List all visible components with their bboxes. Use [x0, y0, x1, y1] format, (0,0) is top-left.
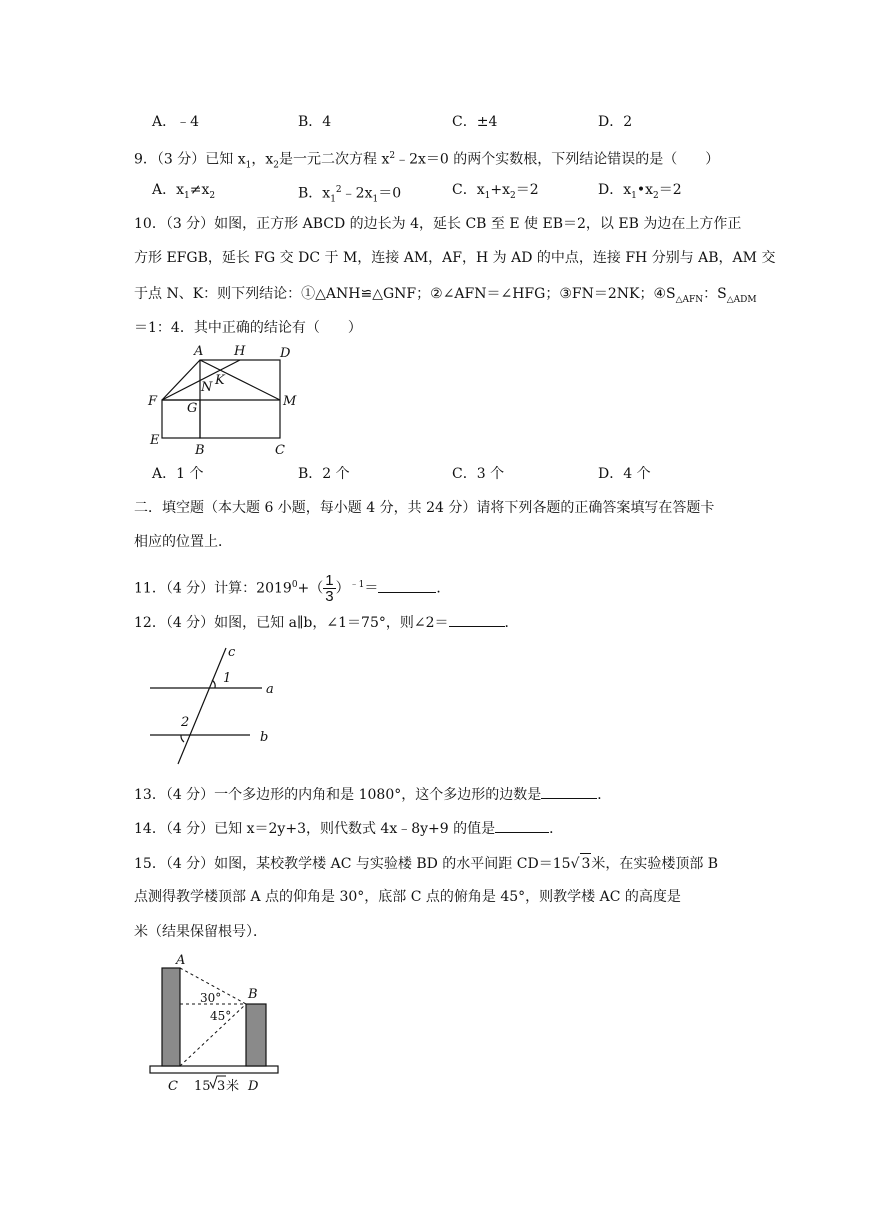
q15-label-a: A	[176, 953, 186, 968]
q10-label-f: F	[148, 394, 158, 409]
q14-stem: 14．（4 分）已知 x＝2y+3，则代数式 4x﹣8y+9 的值是 ．	[134, 818, 563, 839]
q10-label-k: K	[215, 373, 225, 388]
q10-option-a: A．1 个	[152, 466, 204, 482]
q15-buildings-figure	[146, 952, 286, 1094]
q12-parallel-lines-figure	[140, 640, 280, 772]
q9-stem: 9．（3 分）已知 $x_1$，$x_2$是一元二次方程 $x^2﹣2x=0$ 的两个实数根，下列结论错误的是（ ）	[134, 151, 720, 171]
q12-answer-blank[interactable]	[449, 612, 505, 627]
q15-distance-unit: 米	[226, 1079, 240, 1094]
q10-stem-line-4: ＝1：4．其中正确的结论有（ ）	[134, 320, 362, 336]
q12-label-2: 2	[181, 715, 190, 730]
q15-ground	[150, 1066, 278, 1073]
q15-angle-30: 30°	[200, 991, 222, 1005]
q15-distance-15: 15	[194, 1079, 211, 1094]
q15-label-b: B	[248, 987, 258, 1002]
q15-stem-line-2: 点测得教学楼顶部 A 点的仰角是 30°，底部 C 点的俯角是 45°，则教学楼 AC 的高度是	[134, 889, 681, 905]
q15-stem-line-1: 15．（4 分）如图，某校教学楼 AC 与实验楼 BD 的水平间距 CD＝15√ 3米，在实验楼顶部 B	[134, 853, 718, 874]
q15-stem-line-3: 米（结果保留根号）．	[134, 924, 267, 940]
q8-option-d: D．2	[598, 114, 633, 130]
q12-label-b: b	[260, 730, 269, 745]
q10-stem-line-2: 方形 EFGB，延长 FG 交 DC 于 M，连接 AM，AF，H 为 AD 的中点，连接 FH 分别与 AB，AM 交	[134, 250, 776, 266]
q12-label-c: c	[228, 645, 236, 660]
section2-heading-line-2: 相应的位置上．	[134, 534, 232, 550]
q10-option-d: D．4 个	[598, 466, 651, 482]
q10-option-c: C．3 个	[452, 466, 505, 482]
q10-label-d: D	[280, 346, 291, 361]
q10-square-figure	[140, 340, 320, 460]
q13-stem: 13．（4 分）一个多边形的内角和是 1080°，这个多边形的边数是 ．	[134, 784, 611, 805]
q10-option-b: B．2 个	[298, 466, 350, 482]
q10-stem-line-3: 于点 N、K：则下列结论：①△ANH≌△GNF；②∠AFN＝∠HFG；③FN＝2NK；$④S_{\triangle AFN}$：$S_{\triangle ADM}$	[134, 286, 757, 305]
q15-building-ac	[162, 968, 180, 1066]
q9-option-d: D．$x_1•x_2=2$	[598, 182, 682, 201]
q15-label-d: D	[248, 1079, 259, 1094]
q10-label-c: C	[275, 443, 285, 458]
q8-option-b: B．4	[298, 114, 332, 130]
q10-label-m: M	[283, 394, 297, 409]
q10-label-n: N	[201, 380, 213, 395]
q12-label-1: 1	[223, 671, 232, 686]
q14-answer-blank[interactable]	[495, 818, 549, 833]
q10-label-g: G	[187, 401, 198, 416]
q13-answer-blank[interactable]	[541, 784, 597, 799]
q15-angle-45: 45°	[210, 1009, 232, 1023]
q11-answer-blank[interactable]	[378, 578, 436, 593]
q9-option-b: B．$x_1^2﹣2x_1=0$	[298, 185, 402, 205]
q12-label-a: a	[266, 682, 274, 697]
q10-stem-line-1: 10．（3 分）如图，正方形 ABCD 的边长为 4，延长 CB 至 E 使 EB＝2，以 EB 为边在上方作正	[134, 216, 742, 232]
q12-stem: 12．（4 分）如图，已知 a∥b，∠1＝75°，则∠2＝ ．	[134, 612, 519, 633]
q15-label-c: C	[168, 1079, 178, 1094]
q10-label-b: B	[195, 443, 205, 458]
q10-label-a: A	[194, 344, 204, 359]
q15-distance-radicand: 3	[217, 1079, 226, 1094]
q11-stem: 11．（4 分）计算：$2019^0+$（ $\frac{1}{3}$ ）$^{﹣1}$＝ ．	[134, 572, 451, 606]
q11-fraction: $\frac{1}{3}$	[325, 572, 334, 606]
q15-building-bd	[246, 1004, 266, 1066]
q10-label-h: H	[234, 344, 246, 359]
q8-option-c: C．±4	[452, 114, 498, 130]
q8-option-a: A．﹣4	[152, 114, 200, 130]
section2-heading-line-1: 二．填空题（本大题 6 小题，每小题 4 分，共 24 分）请将下列各题的正确答案填写在答题卡	[134, 500, 715, 516]
q9-option-a: A．$x_1\ne x_2$	[152, 182, 216, 201]
q9-option-c: C．$x_1+x_2=2$	[452, 182, 539, 201]
q10-label-e: E	[150, 433, 160, 448]
